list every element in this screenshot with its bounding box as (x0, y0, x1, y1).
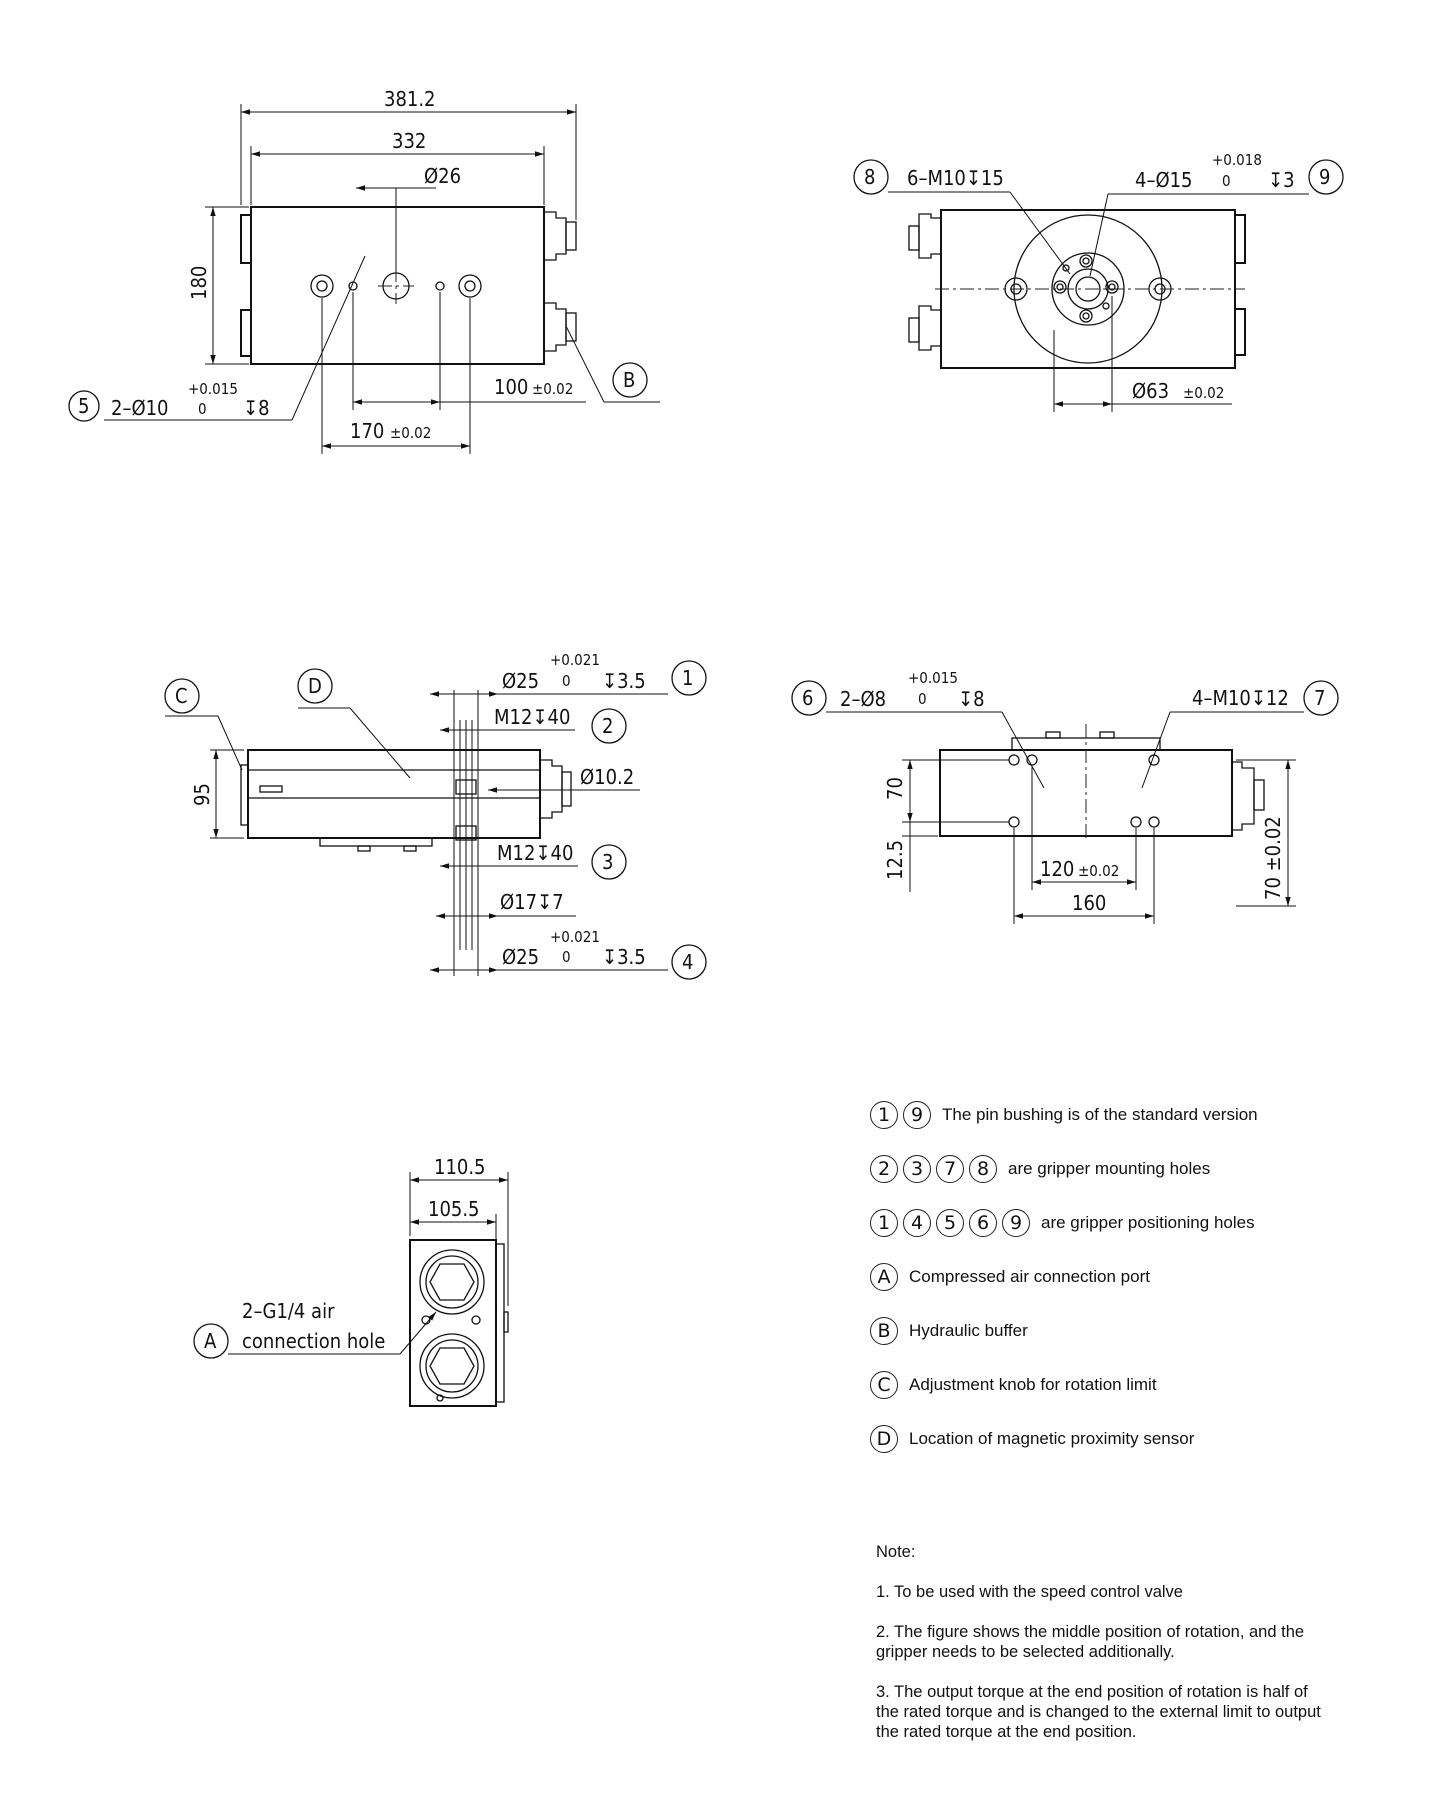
callout-2-number: 2 (602, 714, 614, 738)
callout-9-number: 9 (1319, 165, 1331, 189)
legend-text: Compressed air connection port (909, 1267, 1150, 1286)
callout-4-text: Ø25 (502, 945, 540, 969)
notes-heading: Note: (876, 1543, 916, 1561)
dim-120-tol: ±0.02 (1078, 862, 1120, 880)
callout-8-text: 6–M10↧15 (907, 166, 1004, 190)
dim-110-5: 110.5 (434, 1155, 486, 1179)
callout-b: B (623, 368, 636, 392)
dim-12-5: 12.5 (883, 839, 907, 880)
dim-160: 160 (1072, 891, 1107, 915)
legend-row-adjustment-knob (870, 1370, 1390, 1400)
callout-c: C (175, 684, 188, 708)
legend-text: are gripper mounting holes (1008, 1159, 1211, 1178)
legend-text: Hydraulic buffer (909, 1321, 1028, 1340)
legend-marker: A (870, 1263, 898, 1291)
callout-9-text: 4–Ø15 (1135, 168, 1193, 192)
callout-1-tol-upper: +0.021 (550, 651, 600, 669)
dim-bore: Ø26 (424, 164, 462, 188)
note-item: 1. To be used with the speed control valve (876, 1583, 1183, 1601)
callout-5-depth: ↧8 (243, 396, 270, 420)
note-item: 2. The figure shows the middle position of rotation, and the gripper needs to be selected additionally. (876, 1623, 1305, 1661)
callout-8-number: 8 (864, 165, 876, 189)
callout-5-tol-lower: 0 (198, 400, 207, 418)
callout-3-text: M12↧40 (497, 841, 574, 865)
callout-7-number: 7 (1314, 686, 1326, 710)
callout-9-tol-lower: 0 (1222, 172, 1231, 190)
callout-2-text: M12↧40 (494, 705, 571, 729)
dim-170: 170 (350, 419, 385, 443)
legend-marker: 7 (936, 1155, 964, 1183)
legend-marker: 1 (870, 1101, 898, 1129)
legend-marker: 9 (903, 1101, 931, 1129)
callout-d: D (308, 674, 322, 698)
callout-4-number: 4 (682, 950, 694, 974)
dim-100-tol: ±0.02 (532, 380, 574, 398)
callout-7-text: 4–M10↧12 (1192, 686, 1289, 710)
legend-marker: 3 (903, 1155, 931, 1183)
dim-10-2: Ø10.2 (580, 765, 635, 789)
dim-105-5: 105.5 (428, 1197, 480, 1221)
dim-63-tol: ±0.02 (1183, 384, 1225, 402)
legend-text: are gripper positioning holes (1041, 1213, 1255, 1232)
callout-a-number: A (204, 1329, 217, 1353)
callout-4-tol-upper: +0.021 (550, 928, 600, 946)
legend-marker: D (870, 1425, 898, 1453)
legend-marker: 1 (870, 1209, 898, 1237)
dim-63: Ø63 (1132, 379, 1170, 403)
legend-row-proximity-sensor (870, 1424, 1390, 1454)
dim-70-right: 70 ±0.02 (1261, 816, 1285, 900)
legend-marker: 4 (903, 1209, 931, 1237)
legend-row-pin-bushing (870, 1100, 1390, 1130)
callout-a-line-2: connection hole (242, 1329, 386, 1353)
legend-marker: C (870, 1371, 898, 1399)
callout-6-tol-upper: +0.015 (908, 669, 958, 687)
callout-4-tol-lower: 0 (562, 948, 571, 966)
callout-1-depth: ↧3.5 (602, 669, 646, 693)
dim-100: 100 (494, 375, 529, 399)
callout-6-tol-lower: 0 (918, 690, 927, 708)
callout-4-depth: ↧3.5 (602, 945, 646, 969)
legend-row-mounting-holes (870, 1154, 1390, 1184)
end-view (194, 1155, 508, 1406)
dim-overall: 381.2 (384, 87, 436, 111)
dim-height: 180 (187, 265, 211, 300)
callout-a-line-1: 2–G1/4 air (242, 1299, 335, 1323)
callout-6-number: 6 (802, 686, 814, 710)
callout-5-text: 2–Ø10 (111, 396, 169, 420)
dim-120: 120 (1040, 857, 1075, 881)
legend-marker: 9 (1002, 1209, 1030, 1237)
callout-6-text: 2–Ø8 (840, 687, 887, 711)
dim-body: 332 (392, 129, 427, 153)
callout-5-number: 5 (78, 394, 90, 418)
callout-3-number: 3 (602, 850, 614, 874)
callout-9-tol-upper: +0.018 (1212, 151, 1262, 169)
top-view (69, 87, 660, 454)
callout-9-depth: ↧3 (1268, 168, 1295, 192)
legend-marker: 6 (969, 1209, 997, 1237)
legend-row-positioning-holes (870, 1208, 1390, 1238)
callout-1-number: 1 (682, 666, 694, 690)
callout-5-tol-upper: +0.015 (188, 380, 238, 398)
legend-marker: 5 (936, 1209, 964, 1237)
legend-marker: B (870, 1317, 898, 1345)
legend-marker: 2 (870, 1155, 898, 1183)
legend-row-air-port (870, 1262, 1390, 1292)
callout-1-tol-lower: 0 (562, 672, 571, 690)
front-view (854, 151, 1343, 412)
dim-170-tol: ±0.02 (390, 424, 432, 442)
legend-text: Location of magnetic proximity sensor (909, 1429, 1195, 1448)
note-item: 3. The output torque at the end position of rotation is half of the rated torque and is changed to the external limit to output the rated torque at the end position. (876, 1683, 1321, 1741)
side-view (165, 651, 706, 979)
legend (870, 1100, 1390, 1478)
legend-text: The pin bushing is of the standard version (942, 1105, 1258, 1124)
legend-text: Adjustment knob for rotation limit (909, 1375, 1157, 1394)
bottom-view (792, 669, 1338, 924)
legend-row-hydraulic-buffer (870, 1316, 1390, 1346)
callout-6-depth: ↧8 (958, 687, 985, 711)
dim-17: Ø17↧7 (500, 890, 564, 914)
notes (876, 1542, 1331, 1762)
callout-1-text: Ø25 (502, 669, 540, 693)
legend-marker: 8 (969, 1155, 997, 1183)
dim-95: 95 (190, 783, 214, 806)
dim-70: 70 (883, 777, 907, 800)
